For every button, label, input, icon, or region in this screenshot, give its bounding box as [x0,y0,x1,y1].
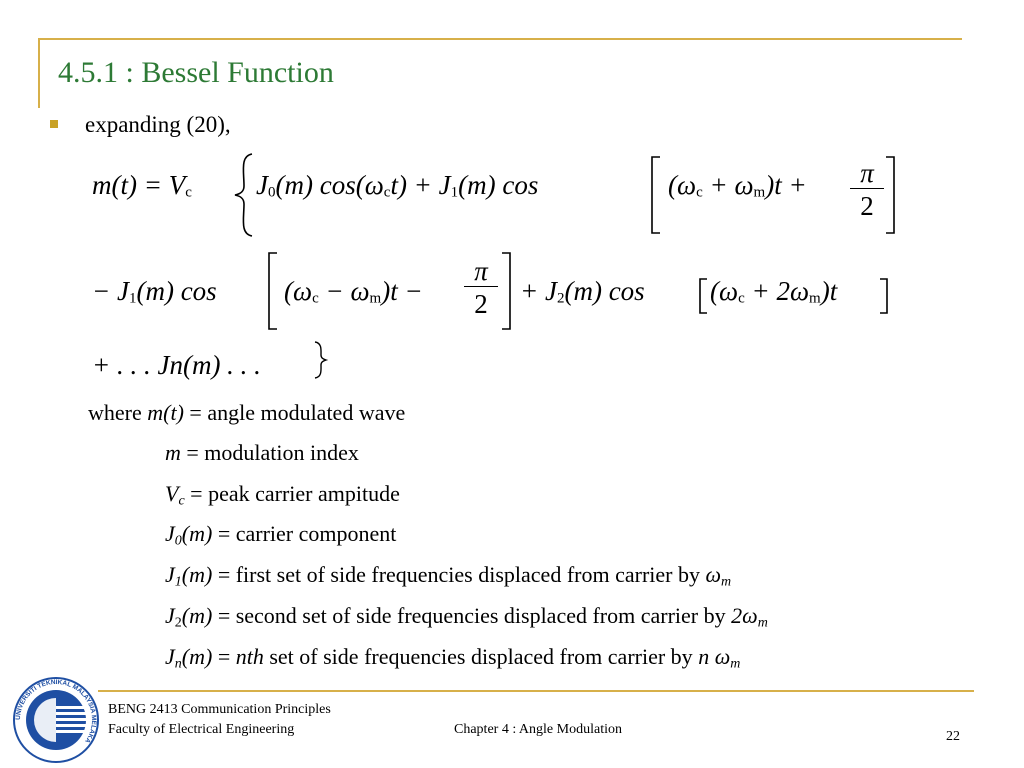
equation-line-2-bracket-2: $(\omega_c + 2\omega_m)t$ [710,276,838,307]
left-square-bracket-icon [648,156,662,234]
right-square-bracket-icon [878,278,890,314]
definition-mt: where m(t) = angle modulated wave [88,400,406,425]
footer-faculty: Faculty of Electrical Engineering [108,722,295,737]
square-bullet-icon [50,120,58,128]
equation-line-1-terms: $J_0(m) \cos(\omega_ct) + J_1(m)$ cos [256,170,539,201]
top-rule [38,38,962,40]
equation-line-1: $m(t) = V_c$ [92,170,192,201]
page-number: 22 [946,729,960,744]
svg-text:UNIVERSITI TEKNIKAL MALAYSIA M: UNIVERSITI TEKNIKAL MALAYSIA MELAKA [14,678,98,745]
right-square-bracket-icon [500,252,514,330]
equation-line-2: − $J_1(m)$ cos [92,276,217,307]
definition-jn: $J_n(m)$ = nth set of side frequencies displaced from carrier by n $\omega_m$ [165,644,741,672]
definition-j2: $J_2(m)$ = second set of side frequencies displaced from carrier by $2\omega_m$ [165,603,768,631]
footer-rule [98,690,974,692]
equation-line-1-bracket: $(\omega_c + \omega_m)t$ + [668,170,807,201]
definition-vc: $V_c$ = peak carrier ampitude [165,481,400,509]
equation-line-3: + . . . Jn(m) . . . [92,350,261,380]
footer-course: BENG 2413 Communication Principles [108,702,331,717]
right-curly-brace-icon [312,340,328,380]
right-square-bracket-icon [884,156,898,234]
definition-j1: $J_1(m)$ = first set of side frequencies displaced from carrier by $\omega_m$ [165,562,732,590]
left-square-bracket-icon [697,278,709,314]
bullet-text: expanding (20), [85,112,231,137]
slide-title: 4.5.1 : Bessel Function [58,56,334,89]
left-square-bracket-icon [265,252,279,330]
footer-chapter: Chapter 4 : Angle Modulation [454,722,622,737]
left-rule [38,38,40,108]
equation-line-2-terms: + $J_2(m)$ cos [520,276,645,307]
university-logo [12,676,100,764]
left-curly-brace-icon [232,152,256,238]
fraction-pi-over-2: $\frac{\pi}{2}$ [850,158,884,223]
equation-line-2-bracket: $(\omega_c - \omega_m)t$ − [284,276,423,307]
definition-j0: $J_0(m)$ = carrier component [165,521,397,549]
definition-m: m = modulation index [165,440,359,465]
fraction-pi-over-2: $\frac{\pi}{2}$ [464,256,498,321]
bullet-item [50,112,231,138]
